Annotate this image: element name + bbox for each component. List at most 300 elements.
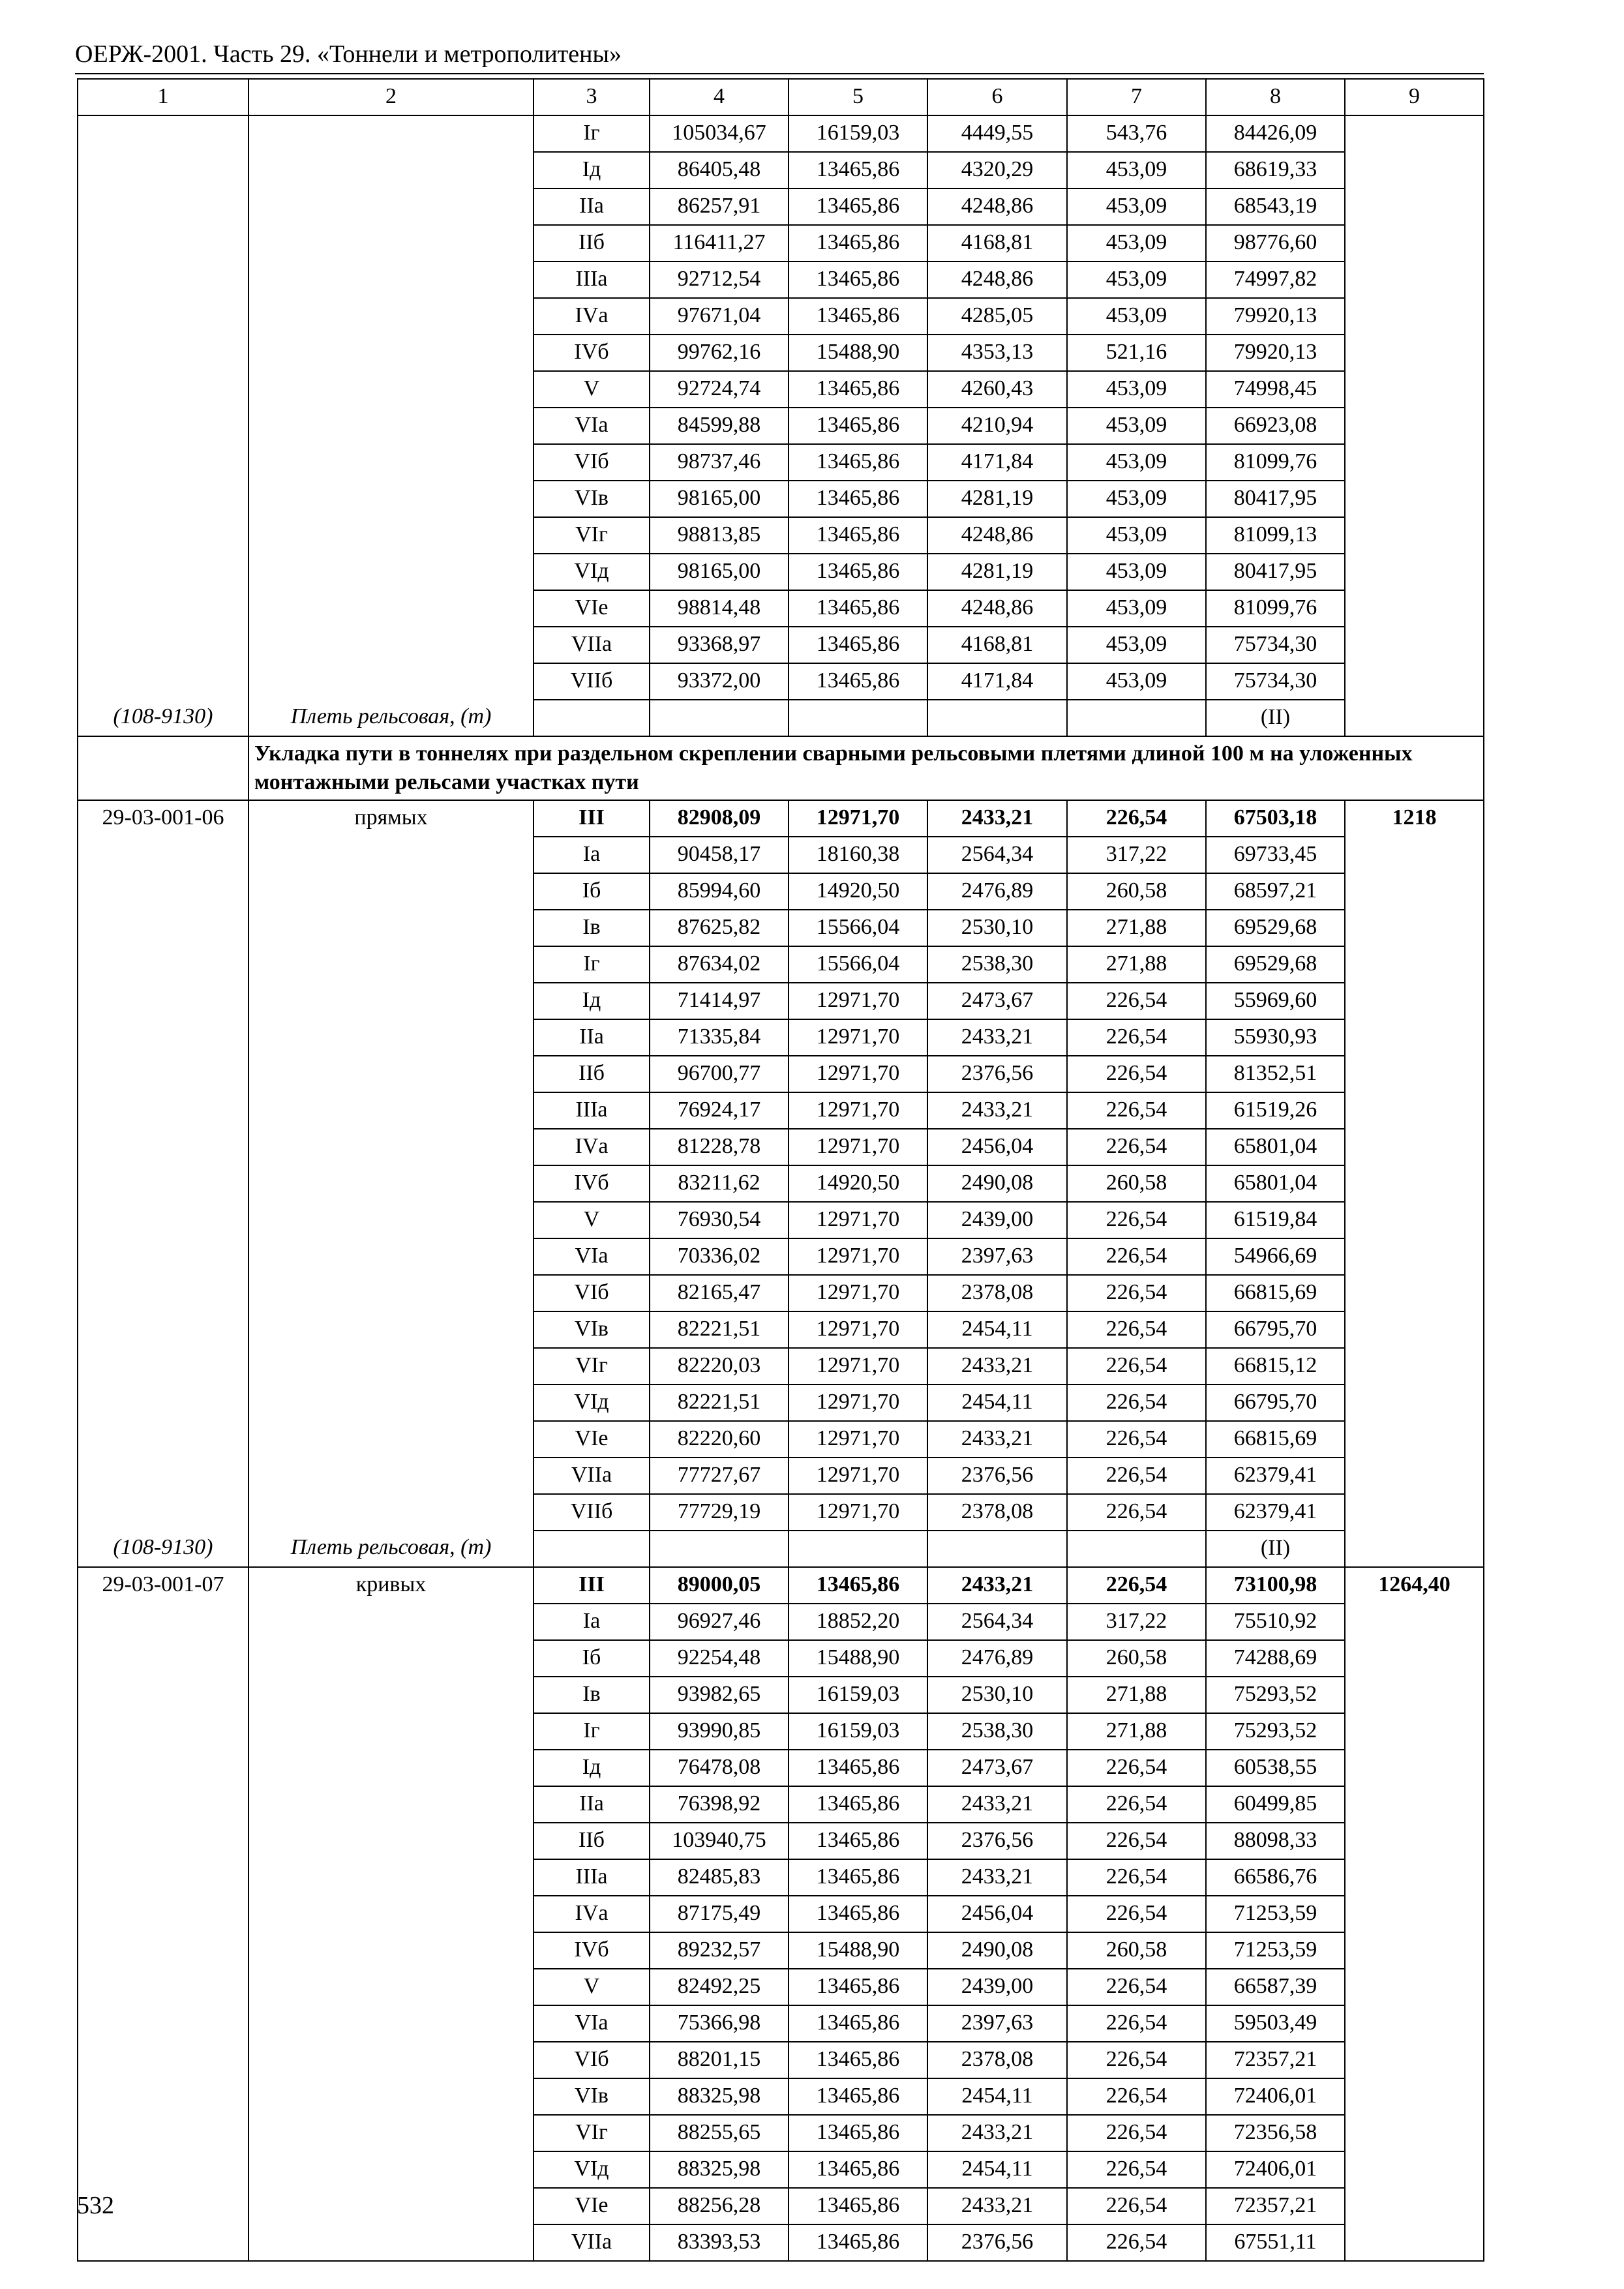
- labor-hours: 1218: [1345, 800, 1484, 837]
- table-row: [78, 481, 1484, 517]
- work-name: кривых: [248, 1567, 534, 1604]
- labor-cell: [1345, 2188, 1484, 2224]
- machine-costs: 4210,94: [927, 408, 1067, 444]
- code-cell: [78, 1640, 248, 1677]
- rate-category: IVа: [534, 298, 650, 335]
- machine-costs: 4449,55: [927, 115, 1067, 152]
- operator-wages: 226,54: [1067, 1458, 1206, 1494]
- rate-category: VIе: [534, 1421, 650, 1458]
- operator-wages: 226,54: [1067, 1750, 1206, 1786]
- material-unit-class: (II): [1206, 700, 1345, 736]
- direct-costs: 103940,75: [650, 1823, 789, 1859]
- machine-costs: 2433,21: [927, 1859, 1067, 1896]
- rate-category: VIг: [534, 2115, 650, 2151]
- direct-costs: 71335,84: [650, 1019, 789, 1056]
- direct-costs: 98813,85: [650, 517, 789, 554]
- name-cell: [248, 188, 534, 225]
- rate-category: IIб: [534, 225, 650, 262]
- empty-cell: [1345, 1531, 1484, 1567]
- labor-wages: 13465,86: [789, 298, 927, 335]
- materials-cost: 62379,41: [1206, 1494, 1345, 1531]
- rate-category: III: [534, 800, 650, 837]
- operator-wages: 226,54: [1067, 1421, 1206, 1458]
- machine-costs: 2456,04: [927, 1129, 1067, 1165]
- direct-costs: 96700,77: [650, 1056, 789, 1092]
- code-cell: [78, 1969, 248, 2005]
- labor-wages: 13465,86: [789, 371, 927, 408]
- rate-category: VIб: [534, 2042, 650, 2078]
- code-cell: [78, 408, 248, 444]
- rate-category: VIа: [534, 2005, 650, 2042]
- code-cell: [78, 188, 248, 225]
- labor-cell: [1345, 590, 1484, 627]
- operator-wages: 226,54: [1067, 2151, 1206, 2188]
- operator-wages: 226,54: [1067, 2042, 1206, 2078]
- table-row: [78, 1202, 1484, 1238]
- rate-category: IIа: [534, 1786, 650, 1823]
- machine-costs: 2376,56: [927, 2224, 1067, 2261]
- code-cell: [78, 1823, 248, 1859]
- table-row: [78, 2115, 1484, 2151]
- table-row: [78, 1494, 1484, 1531]
- direct-costs: 82220,03: [650, 1348, 789, 1384]
- labor-hours: 1264,40: [1345, 1567, 1484, 1604]
- name-cell: [248, 1056, 534, 1092]
- labor-cell: [1345, 2115, 1484, 2151]
- labor-wages: 16159,03: [789, 1677, 927, 1713]
- rate-category: VIг: [534, 1348, 650, 1384]
- code-cell: [78, 1604, 248, 1640]
- labor-cell: [1345, 1713, 1484, 1750]
- direct-costs: 98737,46: [650, 444, 789, 481]
- table-row: [78, 1129, 1484, 1165]
- direct-costs: 75366,98: [650, 2005, 789, 2042]
- code-cell: [78, 1348, 248, 1384]
- materials-cost: 80417,95: [1206, 554, 1345, 590]
- materials-cost: 71253,59: [1206, 1896, 1345, 1932]
- machine-costs: 2433,21: [927, 1567, 1067, 1604]
- operator-wages: 453,09: [1067, 663, 1206, 700]
- labor-wages: 12971,70: [789, 1202, 927, 1238]
- code-cell: [78, 1129, 248, 1165]
- code-cell: [78, 517, 248, 554]
- operator-wages: 226,54: [1067, 1896, 1206, 1932]
- labor-cell: [1345, 663, 1484, 700]
- machine-costs: 4168,81: [927, 225, 1067, 262]
- labor-cell: [1345, 1677, 1484, 1713]
- labor-wages: 12971,70: [789, 1129, 927, 1165]
- materials-cost: 67503,18: [1206, 800, 1345, 837]
- direct-costs: 76478,08: [650, 1750, 789, 1786]
- name-cell: [248, 554, 534, 590]
- material-code: (108-9130): [78, 700, 248, 736]
- empty-cell: [534, 700, 650, 736]
- labor-cell: [1345, 408, 1484, 444]
- direct-costs: 93982,65: [650, 1677, 789, 1713]
- labor-wages: 14920,50: [789, 873, 927, 910]
- machine-costs: 2454,11: [927, 2078, 1067, 2115]
- direct-costs: 89000,05: [650, 1567, 789, 1604]
- machine-costs: 2376,56: [927, 1458, 1067, 1494]
- labor-cell: [1345, 1823, 1484, 1859]
- direct-costs: 76924,17: [650, 1092, 789, 1129]
- labor-wages: 13465,86: [789, 663, 927, 700]
- name-cell: [248, 1421, 534, 1458]
- labor-cell: [1345, 444, 1484, 481]
- materials-cost: 55969,60: [1206, 983, 1345, 1019]
- direct-costs: 90458,17: [650, 837, 789, 873]
- labor-cell: [1345, 983, 1484, 1019]
- machine-costs: 2476,89: [927, 1640, 1067, 1677]
- machine-costs: 4248,86: [927, 188, 1067, 225]
- labor-cell: [1345, 1092, 1484, 1129]
- code-cell: [78, 1092, 248, 1129]
- name-cell: [248, 590, 534, 627]
- labor-cell: [1345, 1786, 1484, 1823]
- direct-costs: 82492,25: [650, 1969, 789, 2005]
- code-cell: [78, 1932, 248, 1969]
- section-empty: [78, 736, 248, 800]
- materials-cost: 71253,59: [1206, 1932, 1345, 1969]
- materials-cost: 61519,26: [1206, 1092, 1345, 1129]
- machine-costs: 2439,00: [927, 1969, 1067, 2005]
- direct-costs: 87175,49: [650, 1896, 789, 1932]
- name-cell: [248, 983, 534, 1019]
- rate-category: IVб: [534, 1165, 650, 1202]
- empty-cell: [650, 1531, 789, 1567]
- labor-cell: [1345, 225, 1484, 262]
- code-cell: [78, 663, 248, 700]
- materials-cost: 66815,69: [1206, 1421, 1345, 1458]
- direct-costs: 93372,00: [650, 663, 789, 700]
- rate-category: VIа: [534, 408, 650, 444]
- direct-costs: 77729,19: [650, 1494, 789, 1531]
- labor-wages: 12971,70: [789, 1384, 927, 1421]
- labor-cell: [1345, 1019, 1484, 1056]
- direct-costs: 82485,83: [650, 1859, 789, 1896]
- direct-costs: 81228,78: [650, 1129, 789, 1165]
- machine-costs: 2378,08: [927, 1494, 1067, 1531]
- table-row: [78, 1859, 1484, 1896]
- labor-wages: 12971,70: [789, 1421, 927, 1458]
- code-cell: [78, 1713, 248, 1750]
- labor-wages: 13465,86: [789, 481, 927, 517]
- operator-wages: 226,54: [1067, 1129, 1206, 1165]
- code-cell: [78, 1750, 248, 1786]
- materials-cost: 72406,01: [1206, 2078, 1345, 2115]
- labor-cell: [1345, 1348, 1484, 1384]
- rate-code: 29-03-001-07: [78, 1567, 248, 1604]
- machine-costs: 2433,21: [927, 2188, 1067, 2224]
- materials-cost: 68597,21: [1206, 873, 1345, 910]
- table-row: [78, 115, 1484, 152]
- table-row: [78, 1165, 1484, 1202]
- labor-wages: 13465,86: [789, 408, 927, 444]
- labor-cell: [1345, 371, 1484, 408]
- material-code: (108-9130): [78, 1531, 248, 1567]
- labor-wages: 13465,86: [789, 225, 927, 262]
- column-number: 5: [789, 79, 927, 115]
- rate-category: IIIа: [534, 1092, 650, 1129]
- name-cell: [248, 1823, 534, 1859]
- rate-category: Iа: [534, 1604, 650, 1640]
- code-cell: [78, 444, 248, 481]
- code-cell: [78, 1786, 248, 1823]
- column-number: 6: [927, 79, 1067, 115]
- table-row-main: [78, 1567, 1484, 1604]
- name-cell: [248, 1677, 534, 1713]
- table-row: [78, 590, 1484, 627]
- name-cell: [248, 262, 534, 298]
- rate-category: VIIб: [534, 1494, 650, 1531]
- column-number: 1: [78, 79, 248, 115]
- materials-cost: 72357,21: [1206, 2042, 1345, 2078]
- operator-wages: 453,09: [1067, 152, 1206, 188]
- direct-costs: 89232,57: [650, 1932, 789, 1969]
- operator-wages: 226,54: [1067, 1823, 1206, 1859]
- operator-wages: 226,54: [1067, 2188, 1206, 2224]
- rate-category: V: [534, 1969, 650, 2005]
- labor-cell: [1345, 1129, 1484, 1165]
- page-header-title: ОЕРЖ-2001. Часть 29. «Тоннели и метрополитены»: [75, 40, 622, 68]
- direct-costs: 82908,09: [650, 800, 789, 837]
- materials-cost: 75293,52: [1206, 1713, 1345, 1750]
- rate-category: IIа: [534, 188, 650, 225]
- labor-cell: [1345, 188, 1484, 225]
- operator-wages: 453,09: [1067, 225, 1206, 262]
- machine-costs: 2538,30: [927, 1713, 1067, 1750]
- table-row-main: [78, 800, 1484, 837]
- materials-cost: 60499,85: [1206, 1786, 1345, 1823]
- direct-costs: 82165,47: [650, 1275, 789, 1311]
- materials-cost: 68619,33: [1206, 152, 1345, 188]
- machine-costs: 2378,08: [927, 2042, 1067, 2078]
- labor-cell: [1345, 115, 1484, 152]
- machine-costs: 2530,10: [927, 1677, 1067, 1713]
- machine-costs: 2433,21: [927, 1019, 1067, 1056]
- operator-wages: 226,54: [1067, 1311, 1206, 1348]
- code-cell: [78, 481, 248, 517]
- materials-cost: 67551,11: [1206, 2224, 1345, 2261]
- labor-wages: 13465,86: [789, 444, 927, 481]
- materials-cost: 66815,12: [1206, 1348, 1345, 1384]
- labor-wages: 13465,86: [789, 627, 927, 663]
- rate-category: Iб: [534, 873, 650, 910]
- labor-wages: 16159,03: [789, 115, 927, 152]
- direct-costs: 93368,97: [650, 627, 789, 663]
- operator-wages: 271,88: [1067, 1713, 1206, 1750]
- rate-category: VIе: [534, 2188, 650, 2224]
- operator-wages: 226,54: [1067, 2078, 1206, 2115]
- table-row: [78, 627, 1484, 663]
- operator-wages: 226,54: [1067, 2005, 1206, 2042]
- labor-cell: [1345, 1202, 1484, 1238]
- rate-category: VIв: [534, 481, 650, 517]
- materials-cost: 69529,68: [1206, 910, 1345, 946]
- labor-wages: 13465,86: [789, 590, 927, 627]
- operator-wages: 453,09: [1067, 627, 1206, 663]
- labor-cell: [1345, 554, 1484, 590]
- machine-costs: 2454,11: [927, 1311, 1067, 1348]
- direct-costs: 88201,15: [650, 2042, 789, 2078]
- labor-cell: [1345, 1932, 1484, 1969]
- table-row: [78, 1786, 1484, 1823]
- code-cell: [78, 1238, 248, 1275]
- machine-costs: 2397,63: [927, 2005, 1067, 2042]
- code-cell: [78, 371, 248, 408]
- empty-cell: [789, 700, 927, 736]
- table-row: [78, 1677, 1484, 1713]
- table-row: [78, 910, 1484, 946]
- labor-cell: [1345, 2224, 1484, 2261]
- operator-wages: 260,58: [1067, 1640, 1206, 1677]
- direct-costs: 88325,98: [650, 2151, 789, 2188]
- materials-cost: 54966,69: [1206, 1238, 1345, 1275]
- labor-cell: [1345, 1604, 1484, 1640]
- materials-cost: 73100,98: [1206, 1567, 1345, 1604]
- rate-category: IIб: [534, 1056, 650, 1092]
- table-row: [78, 554, 1484, 590]
- labor-wages: 13465,86: [789, 1786, 927, 1823]
- table-row: [78, 298, 1484, 335]
- empty-cell: [650, 700, 789, 736]
- name-cell: [248, 1713, 534, 1750]
- material-footer-row: [78, 700, 1484, 736]
- code-cell: [78, 2078, 248, 2115]
- rates-table: [77, 78, 1484, 2262]
- table-row: [78, 837, 1484, 873]
- direct-costs: 82220,60: [650, 1421, 789, 1458]
- labor-cell: [1345, 1238, 1484, 1275]
- materials-cost: 60538,55: [1206, 1750, 1345, 1786]
- table-row: [78, 1604, 1484, 1640]
- operator-wages: 453,09: [1067, 188, 1206, 225]
- labor-wages: 13465,86: [789, 262, 927, 298]
- labor-wages: 18160,38: [789, 837, 927, 873]
- labor-wages: 12971,70: [789, 800, 927, 837]
- labor-cell: [1345, 1165, 1484, 1202]
- code-cell: [78, 1056, 248, 1092]
- rate-category: V: [534, 371, 650, 408]
- operator-wages: 453,09: [1067, 554, 1206, 590]
- machine-costs: 2378,08: [927, 1275, 1067, 1311]
- labor-wages: 12971,70: [789, 1458, 927, 1494]
- code-cell: [78, 335, 248, 371]
- name-cell: [248, 152, 534, 188]
- labor-wages: 13465,86: [789, 1750, 927, 1786]
- operator-wages: 317,22: [1067, 837, 1206, 873]
- column-number: 8: [1206, 79, 1345, 115]
- table-row: [78, 873, 1484, 910]
- labor-wages: 13465,86: [789, 2005, 927, 2042]
- labor-cell: [1345, 2042, 1484, 2078]
- direct-costs: 92254,48: [650, 1640, 789, 1677]
- labor-wages: 12971,70: [789, 1494, 927, 1531]
- machine-costs: 2433,21: [927, 800, 1067, 837]
- rate-code: 29-03-001-06: [78, 800, 248, 837]
- name-cell: [248, 298, 534, 335]
- code-cell: [78, 2042, 248, 2078]
- table-row: [78, 2151, 1484, 2188]
- operator-wages: 271,88: [1067, 910, 1206, 946]
- operator-wages: 226,54: [1067, 2115, 1206, 2151]
- name-cell: [248, 837, 534, 873]
- table-row: [78, 444, 1484, 481]
- empty-cell: [927, 700, 1067, 736]
- empty-cell: [927, 1531, 1067, 1567]
- material-unit-class: (II): [1206, 1531, 1345, 1567]
- direct-costs: 83211,62: [650, 1165, 789, 1202]
- code-cell: [78, 1202, 248, 1238]
- operator-wages: 226,54: [1067, 1384, 1206, 1421]
- materials-cost: 81099,76: [1206, 590, 1345, 627]
- table-row: [78, 1750, 1484, 1786]
- materials-cost: 74997,82: [1206, 262, 1345, 298]
- rate-category: Iд: [534, 983, 650, 1019]
- machine-costs: 2454,11: [927, 2151, 1067, 2188]
- direct-costs: 86257,91: [650, 188, 789, 225]
- machine-costs: 4248,86: [927, 517, 1067, 554]
- rate-category: VIг: [534, 517, 650, 554]
- table-row: [78, 408, 1484, 444]
- name-cell: [248, 1786, 534, 1823]
- materials-cost: 75293,52: [1206, 1677, 1345, 1713]
- machine-costs: 2397,63: [927, 1238, 1067, 1275]
- table-row: [78, 1238, 1484, 1275]
- machine-costs: 2490,08: [927, 1932, 1067, 1969]
- code-cell: [78, 2151, 248, 2188]
- name-cell: [248, 1932, 534, 1969]
- rate-category: IVб: [534, 335, 650, 371]
- machine-costs: 2538,30: [927, 946, 1067, 983]
- header-rule: [75, 73, 1484, 74]
- direct-costs: 70336,02: [650, 1238, 789, 1275]
- code-cell: [78, 554, 248, 590]
- name-cell: [248, 2224, 534, 2261]
- machine-costs: 2490,08: [927, 1165, 1067, 1202]
- table-row: [78, 225, 1484, 262]
- direct-costs: 87634,02: [650, 946, 789, 983]
- materials-cost: 66587,39: [1206, 1969, 1345, 2005]
- materials-cost: 55930,93: [1206, 1019, 1345, 1056]
- machine-costs: 2454,11: [927, 1384, 1067, 1421]
- materials-cost: 69529,68: [1206, 946, 1345, 983]
- operator-wages: 453,09: [1067, 371, 1206, 408]
- materials-cost: 62379,41: [1206, 1458, 1345, 1494]
- labor-cell: [1345, 1859, 1484, 1896]
- table-row: [78, 517, 1484, 554]
- materials-cost: 59503,49: [1206, 2005, 1345, 2042]
- machine-costs: 2476,89: [927, 873, 1067, 910]
- labor-cell: [1345, 335, 1484, 371]
- name-cell: [248, 1896, 534, 1932]
- machine-costs: 4260,43: [927, 371, 1067, 408]
- empty-cell: [789, 1531, 927, 1567]
- rate-category: VIб: [534, 1275, 650, 1311]
- table-row: [78, 1348, 1484, 1384]
- direct-costs: 98814,48: [650, 590, 789, 627]
- labor-wages: 13465,86: [789, 1859, 927, 1896]
- table-row: [78, 2224, 1484, 2261]
- labor-wages: 15488,90: [789, 1932, 927, 1969]
- name-cell: [248, 2188, 534, 2224]
- materials-cost: 75734,30: [1206, 663, 1345, 700]
- empty-cell: [1067, 700, 1206, 736]
- name-cell: [248, 910, 534, 946]
- column-number: 3: [534, 79, 650, 115]
- name-cell: [248, 1969, 534, 2005]
- operator-wages: 226,54: [1067, 1202, 1206, 1238]
